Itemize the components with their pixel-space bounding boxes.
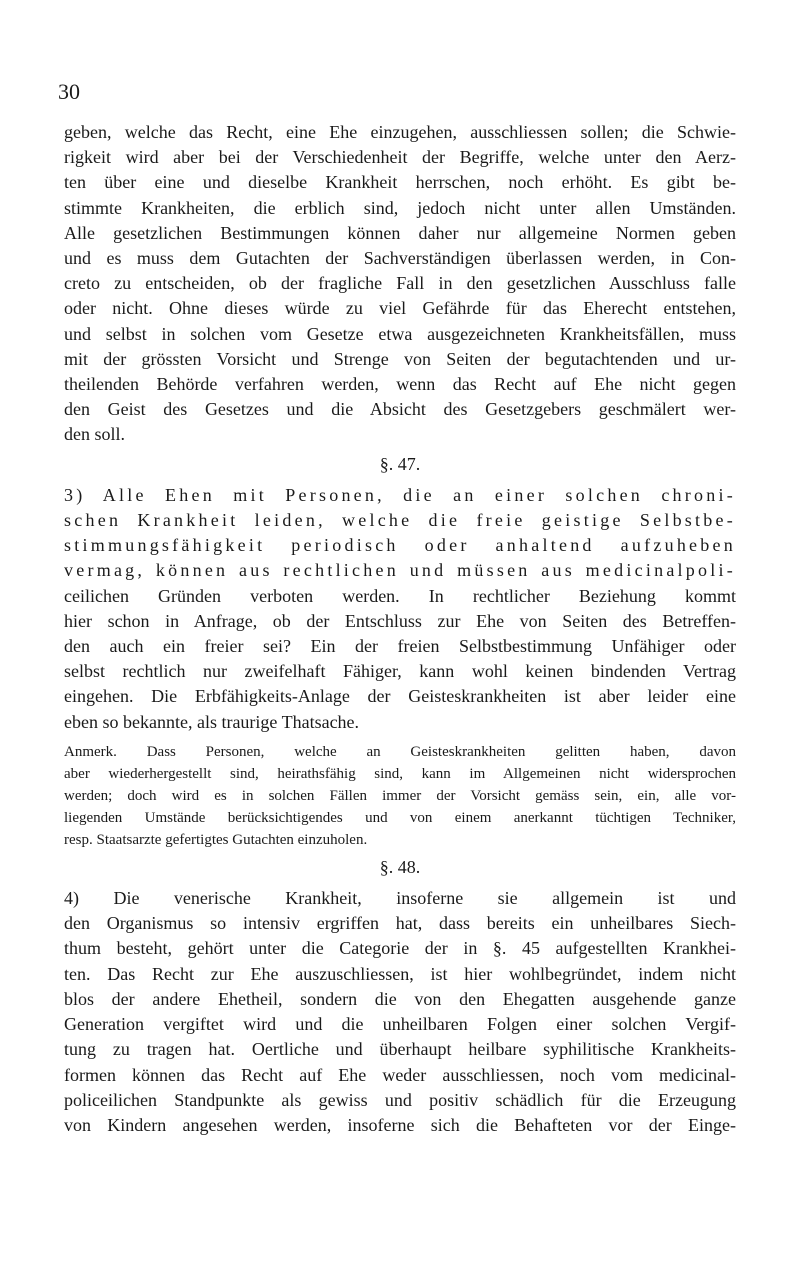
section-heading-47: §. 47.: [379, 453, 421, 474]
text-line: eingehen. Die Erbfähigkeits-Anlage der Geisteskrankheiten ist aber leider eine: [64, 686, 736, 707]
text-line: stimmungsfähigkeit periodisch oder anhaltend aufzuheben: [64, 535, 736, 556]
section-48-paragraph: [64, 886, 736, 1138]
page-body: [64, 120, 736, 1138]
note-line: aber wiederhergestellt sind, heirathsfähig sind, kann im Allgemeinen nicht widersprochen: [64, 765, 736, 782]
text-line: ten über eine und dieselbe Krankheit herrschen, noch erhöht. Es gibt be-: [64, 172, 736, 193]
text-line: creto zu entscheiden, ob der fragliche Fall in den gesetzlichen Ausschluss falle: [64, 273, 736, 294]
text-line: 3) Alle Ehen mit Personen, die an einer solchen chroni-: [64, 484, 736, 505]
text-line: vermag, können aus rechtlichen und müssen aus medicinalpoli-: [64, 560, 736, 581]
note-line: werden; doch wird es in solchen Fällen immer der Vorsicht gemäss sein, ein, alle vor-: [64, 787, 736, 804]
text-line: schen Krankheit leiden, welche die freie geistige Selbstbe-: [64, 510, 736, 531]
text-line: den Geist des Gesetzes und die Absicht des Gesetzgebers geschmälert wer-: [64, 399, 736, 420]
footnote-remark: [64, 741, 736, 851]
text-line: rigkeit wird aber bei der Verschiedenheit der Begriffe, welche unter den Aerz-: [64, 147, 736, 168]
text-line: mit der grössten Vorsicht und Strenge von Seiten der begutachtenden und ur-: [64, 348, 736, 369]
text-line: 4) Die venerische Krankheit, insoferne sie allgemein ist und: [64, 888, 736, 909]
page-number: 30: [58, 79, 80, 104]
text-line: blos der andere Ehetheil, sondern die von den Ehegatten ausgehende ganze: [64, 988, 736, 1009]
text-line: thum besteht, gehört unter die Categorie der in §. 45 aufgestellten Krankhei-: [64, 938, 736, 959]
text-line: formen können das Recht auf Ehe weder ausschliessen, noch vom medicinal-: [64, 1064, 736, 1085]
text-line: und es muss dem Gutachten der Sachverständigen überlassen werden, in Con-: [64, 248, 736, 269]
text-line: ceilichen Gründen verboten werden. In rechtlicher Beziehung kommt: [64, 585, 736, 606]
text-line: oder nicht. Ohne dieses würde zu viel Gefährde für das Eherecht entstehen,: [64, 298, 736, 319]
text-line: und selbst in solchen vom Gesetze etwa ausgezeichneten Krankheitsfällen, muss: [64, 323, 736, 344]
note-line: Anmerk. Dass Personen, welche an Geisteskrankheiten gelitten haben, davon: [64, 743, 736, 760]
section-heading-48: §. 48.: [379, 856, 421, 877]
text-line: ten. Das Recht zur Ehe auszuschliessen, ist hier wohlbegründet, indem nicht: [64, 963, 736, 984]
intro-paragraph: [64, 120, 736, 448]
text-line: Generation vergiftet wird und die unheilbaren Folgen einer solchen Vergif-: [64, 1014, 736, 1035]
text-line: hier schon in Anfrage, ob der Entschluss zur Ehe von Seiten des Betreffen-: [64, 610, 736, 631]
section-47-paragraph: [64, 483, 736, 735]
text-line: policeilichen Standpunkte als gewiss und positiv schädlich für die Erzeugung: [64, 1089, 736, 1110]
text-line: selbst rechtlich nur zweifelhaft Fähiger, kann wohl keinen bindenden Vertrag: [64, 661, 736, 682]
note-line: resp. Staatsarzte gefertigtes Gutachten einzuholen.: [64, 831, 368, 848]
text-line: geben, welche das Recht, eine Ehe einzugehen, ausschliessen sollen; die Schwie-: [64, 122, 736, 142]
text-line: Alle gesetzlichen Bestimmungen können daher nur allgemeine Normen geben: [64, 222, 736, 243]
text-line: den auch ein freier sei? Ein der freien Selbstbestimmung Unfähiger oder: [64, 636, 736, 657]
text-line: von Kindern angesehen werden, insoferne sich die Behafteten vor der Einge-: [64, 1114, 736, 1135]
text-line: eben so bekannte, als traurige Thatsache.: [64, 711, 360, 732]
text-line: theilenden Behörde verfahren werden, wenn das Recht auf Ehe nicht gegen: [64, 374, 736, 395]
text-line: stimmte Krankheiten, die erblich sind, jedoch nicht unter allen Umständen.: [64, 197, 736, 218]
text-line: tung zu tragen hat. Oertliche und überhaupt heilbare syphilitische Krankheits-: [64, 1039, 736, 1060]
text-line: den Organismus so intensiv ergriffen hat, dass bereits ein unheilbares Siech-: [64, 913, 736, 934]
text-line: den soll.: [64, 424, 125, 445]
note-line: liegenden Umstände berücksichtigendes und von einem anerkannt tüchtigen Techniker,: [64, 809, 736, 826]
